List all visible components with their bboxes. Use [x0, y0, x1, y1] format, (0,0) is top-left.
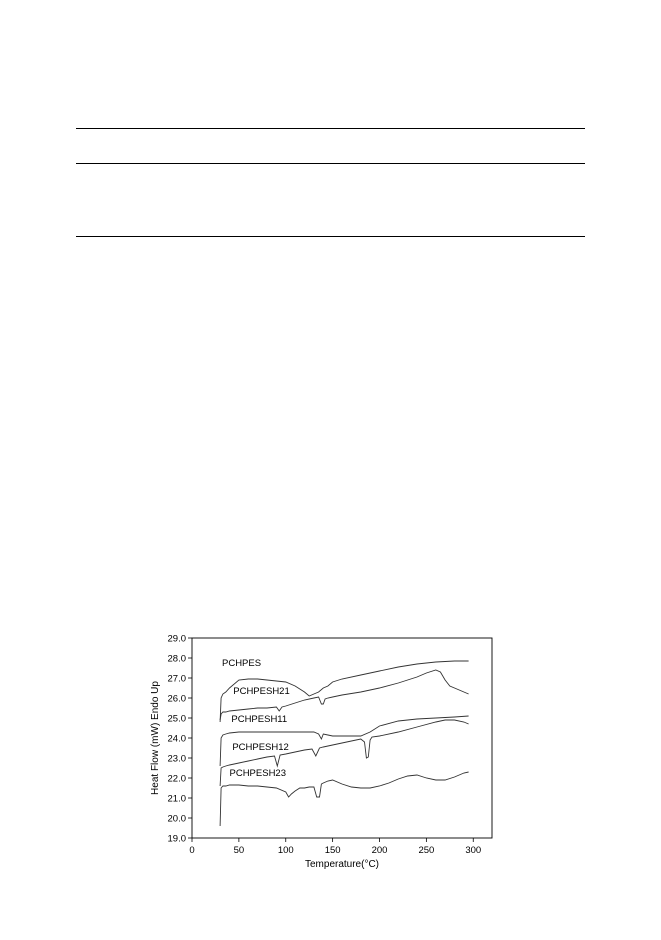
series-label-pchpesh23: PCHPESH23	[229, 768, 286, 779]
series-label-pchpesh12: PCHPESH12	[232, 742, 289, 753]
chart-svg	[140, 630, 520, 880]
x-tick-label: 0	[189, 845, 195, 856]
series-label-pchpesh11: PCHPESH11	[231, 714, 288, 725]
x-tick-label: 300	[465, 845, 482, 856]
series-line-pchpesh23	[220, 772, 469, 826]
series-labels	[222, 658, 290, 779]
x-tick-label: 150	[324, 845, 341, 856]
x-tick-label: 100	[277, 845, 294, 856]
x-tick-label: 50	[233, 845, 245, 856]
x-axis	[189, 838, 481, 856]
y-axis	[168, 633, 193, 844]
y-tick-label: 23.0	[167, 753, 186, 765]
y-tick-label: 24.0	[167, 733, 186, 745]
series-label-pchpes: PCHPES	[222, 658, 262, 669]
y-tick-label: 29.0	[167, 633, 186, 645]
y-axis-title: Heat Flow (mW) Endo Up	[150, 681, 161, 795]
dsc-chart	[140, 630, 520, 880]
y-tick-label: 22.0	[167, 773, 186, 785]
y-tick-label: 19.0	[167, 833, 186, 845]
y-tick-label: 21.0	[167, 793, 186, 805]
y-tick-label: 20.0	[167, 813, 186, 825]
x-axis-title: Temperature(°C)	[304, 859, 380, 870]
table-header-rule	[76, 163, 585, 164]
y-tick-label: 25.0	[167, 713, 186, 725]
y-tick-label: 28.0	[167, 653, 186, 665]
series-label-pchpesh21: PCHPESH21	[233, 686, 290, 697]
table-bottom-rule	[76, 236, 585, 237]
y-tick-label: 26.0	[167, 693, 186, 705]
x-tick-label: 200	[371, 845, 388, 856]
y-tick-label: 27.0	[167, 673, 186, 685]
table-top-rule	[76, 128, 585, 129]
x-tick-label: 250	[418, 845, 435, 856]
